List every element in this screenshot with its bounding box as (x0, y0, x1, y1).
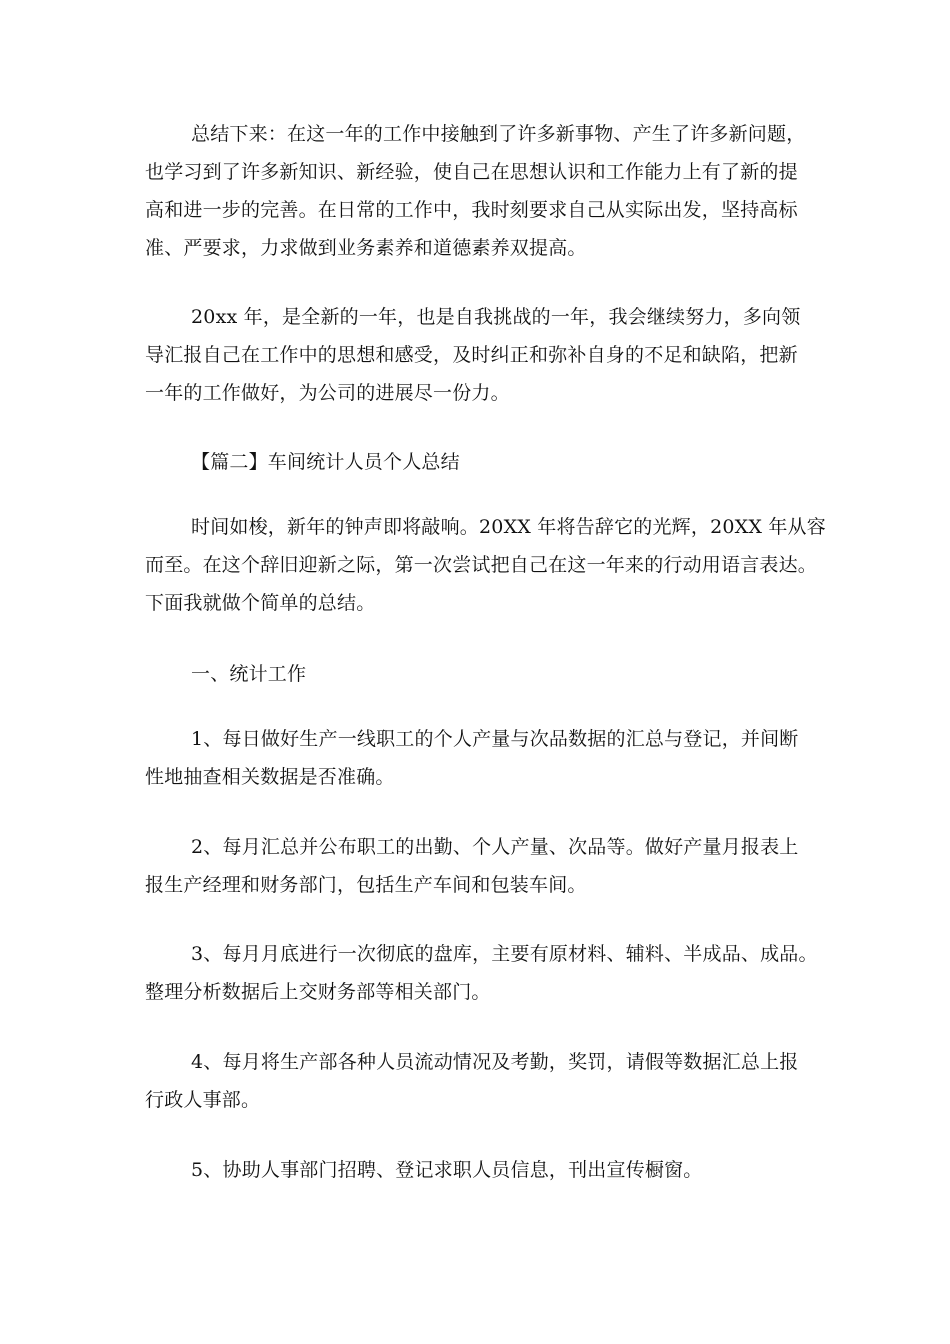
paragraph-summary (145, 115, 810, 267)
text-line: 1、每日做好生产一线职工的个人产量与次品数据的汇总与登记，并间断 (191, 728, 799, 750)
text-line: 也学习到了许多新知识、新经验，使自己在思想认识和工作能力上有了新的提 (145, 161, 798, 183)
heading-text: 一、统计工作 (191, 663, 307, 685)
list-item-4 (145, 1043, 810, 1119)
text-line: 4、每月将生产部各种人员流动情况及考勤，奖罚，请假等数据汇总上报 (191, 1051, 799, 1073)
list-item-5 (145, 1151, 810, 1189)
paragraph-new-year (145, 298, 810, 412)
heading-statistics-work (145, 655, 810, 693)
text-line: 总结下来：在这一年的工作中接触到了许多新事物、产生了许多新问题， (191, 123, 806, 145)
text-line: 高和进一步的完善。在日常的工作中，我时刻要求自己从实际出发，坚持高标 (145, 199, 798, 221)
text-line: 时间如梭，新年的钟声即将敲响。20XX 年将告辞它的光辉，20XX 年从容 (191, 516, 826, 538)
text-line: 报生产经理和财务部门，包括生产车间和包装车间。 (145, 874, 587, 896)
text-line: 准、严要求，力求做到业务素养和道德素养双提高。 (145, 237, 587, 259)
text-line: 性地抽查相关数据是否准确。 (145, 766, 395, 788)
list-item-2 (145, 828, 810, 904)
text-line: 20xx 年，是全新的一年，也是自我挑战的一年，我会继续努力，多向领 (191, 306, 801, 328)
text-line: 3、每月月底进行一次彻底的盘库，主要有原材料、辅料、半成品、成品。 (191, 943, 818, 965)
text-line: 一年的工作做好，为公司的进展尽一份力。 (145, 382, 510, 404)
text-line: 行政人事部。 (145, 1089, 261, 1111)
list-item-1 (145, 720, 810, 796)
text-line: 5、协助人事部门招聘、登记求职人员信息，刊出宣传橱窗。 (191, 1159, 703, 1181)
text-line: 2、每月汇总并公布职工的出勤、个人产量、次品等。做好产量月报表上 (191, 836, 799, 858)
section-title-text: 【篇二】车间统计人员个人总结 (191, 451, 460, 473)
list-item-3 (145, 935, 818, 1011)
section-title (145, 443, 810, 481)
text-line: 而至。在这个辞旧迎新之际，第一次尝试把自己在这一年来的行动用语言表达。 (145, 554, 818, 576)
text-line: 导汇报自己在工作中的思想和感受，及时纠正和弥补自身的不足和缺陷，把新 (145, 344, 798, 366)
paragraph-intro (145, 508, 826, 622)
text-line: 下面我就做个简单的总结。 (145, 592, 376, 614)
text-line: 整理分析数据后上交财务部等相关部门。 (145, 981, 491, 1003)
